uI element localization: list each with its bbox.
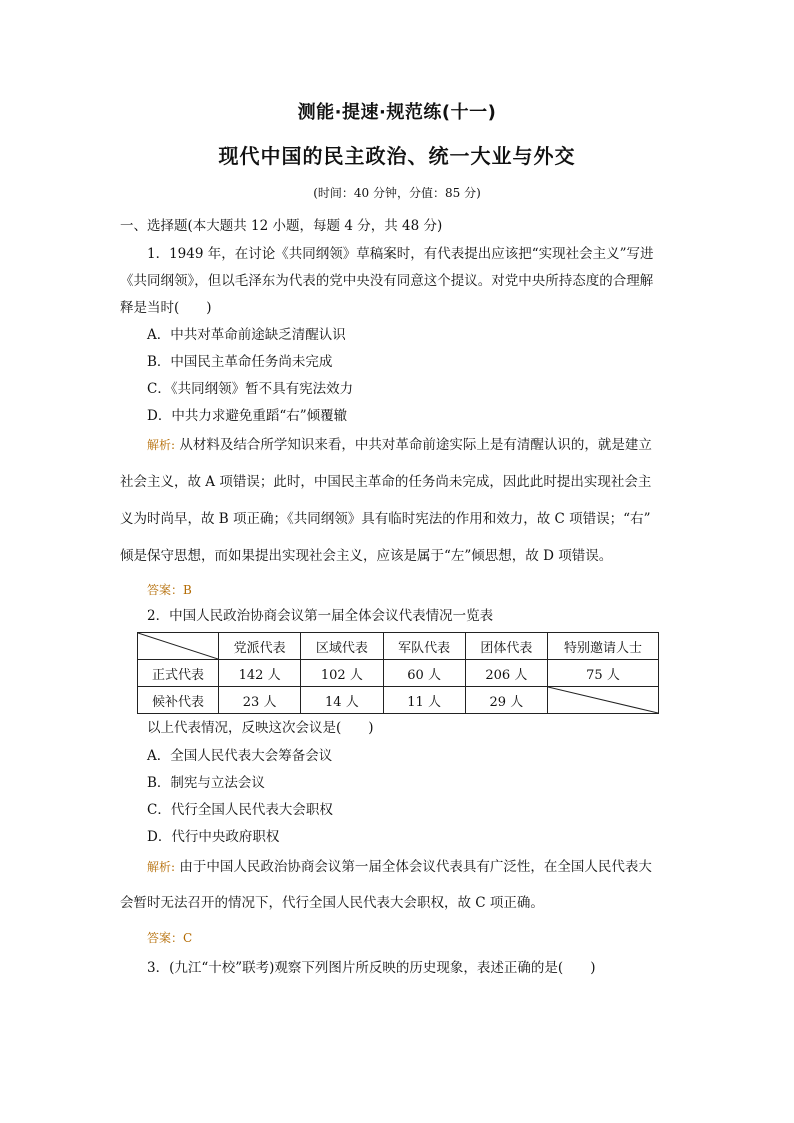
q2-answer: 答案：C [147, 931, 193, 945]
q1-option-a: A．中共对革命前途缺乏清醒认识 [147, 327, 346, 343]
q1-stem-line: 《共同纲领》，但以毛泽东为代表的党中央没有同意这个提议。对党中央所持态度的合理解 [120, 273, 654, 289]
page-subtitle: 现代中国的民主政治、统一大业与外交 [218, 144, 576, 168]
section-heading: 一、选择题(本大题共 12 小题，每题 4 分，共 48 分) [120, 218, 443, 234]
table-row [138, 660, 659, 687]
table-header-cell: 特别邀请人士 [548, 633, 659, 660]
table-cell: 23 人 [219, 687, 301, 714]
table-row [138, 687, 659, 714]
table-cell: 75 人 [548, 660, 659, 687]
q2-option-b: B．制宪与立法会议 [147, 775, 265, 791]
table-cell: 206 人 [465, 660, 547, 687]
table-cell: 29 人 [465, 687, 547, 714]
table-row-label: 候补代表 [138, 687, 219, 714]
q1-option-c: C．《共同纲领》暂不具有宪法效力 [147, 381, 354, 397]
q2-option-d: D．代行中央政府职权 [147, 829, 280, 845]
q2-option-a: A．全国人民代表大会筹备会议 [147, 748, 333, 764]
table-header-cell: 军队代表 [383, 633, 465, 660]
q1-answer: 答案：B [147, 583, 192, 597]
table-cell: 102 人 [301, 660, 383, 687]
table-corner-cell [138, 633, 219, 660]
table-cell: 142 人 [219, 660, 301, 687]
q2-analysis-line [147, 857, 652, 877]
analysis-label: 解析: [147, 860, 176, 874]
q1-option-b: B．中国民主革命任务尚未完成 [147, 354, 333, 370]
q2-stem: 2．中国人民政治协商会议第一届全体会议代表情况一览表 [147, 608, 494, 624]
table-cell: 11 人 [383, 687, 465, 714]
q1-analysis-line: 社会主义，故 A 项错误；此时，中国民主革命的任务尚未完成，因此此时提出实现社会主 [120, 474, 652, 490]
q1-stem-line: 释是当时( ) [120, 300, 212, 316]
q1-analysis-line [147, 435, 652, 455]
exam-meta: (时间：40 分钟，分值：85 分) [313, 186, 481, 200]
analysis-label: 解析: [147, 438, 176, 452]
table-row-label: 正式代表 [138, 660, 219, 687]
q1-stem-line: 1．1949 年，在讨论《共同纲领》草稿案时，有代表提出应该把“实现社会主义”写进 [147, 246, 654, 262]
table-header-cell: 区域代表 [301, 633, 383, 660]
q1-analysis-line: 倾是保守思想，而如果提出实现社会主义，应该是属于“左”倾思想，故 D 项错误。 [120, 548, 613, 564]
table-empty-cell [548, 687, 659, 714]
q3-stem: 3．(九江“十校”联考)观察下列图片所反映的历史现象，表述正确的是( ) [147, 960, 596, 976]
table-header-row [138, 633, 659, 660]
q2-analysis-line: 会暂时无法召开的情况下，代行全国人民代表大会职权，故 C 项正确。 [120, 895, 544, 911]
q2-option-c: C．代行全国人民代表大会职权 [147, 802, 333, 818]
q2-after-table: 以上代表情况，反映这次会议是( ) [147, 720, 374, 736]
table-header-cell: 党派代表 [219, 633, 301, 660]
delegates-table [137, 632, 659, 714]
analysis-text: 从材料及结合所学知识来看，中共对革命前途实际上是有清醒认识的，就是建立 [175, 437, 652, 453]
table-cell: 60 人 [383, 660, 465, 687]
q1-analysis-line: 义为时尚早，故 B 项正确；《共同纲领》具有临时宪法的作用和效力，故 C 项错误；“右” [120, 511, 651, 527]
analysis-text: 由于中国人民政治协商会议第一届全体会议代表具有广泛性，在全国人民代表大 [175, 859, 652, 875]
page-title: 测能·提速·规范练(十一) [297, 102, 497, 123]
table-header-cell: 团体代表 [465, 633, 547, 660]
table-cell: 14 人 [301, 687, 383, 714]
q1-option-d: D．中共力求避免重蹈“右”倾覆辙 [147, 408, 348, 424]
